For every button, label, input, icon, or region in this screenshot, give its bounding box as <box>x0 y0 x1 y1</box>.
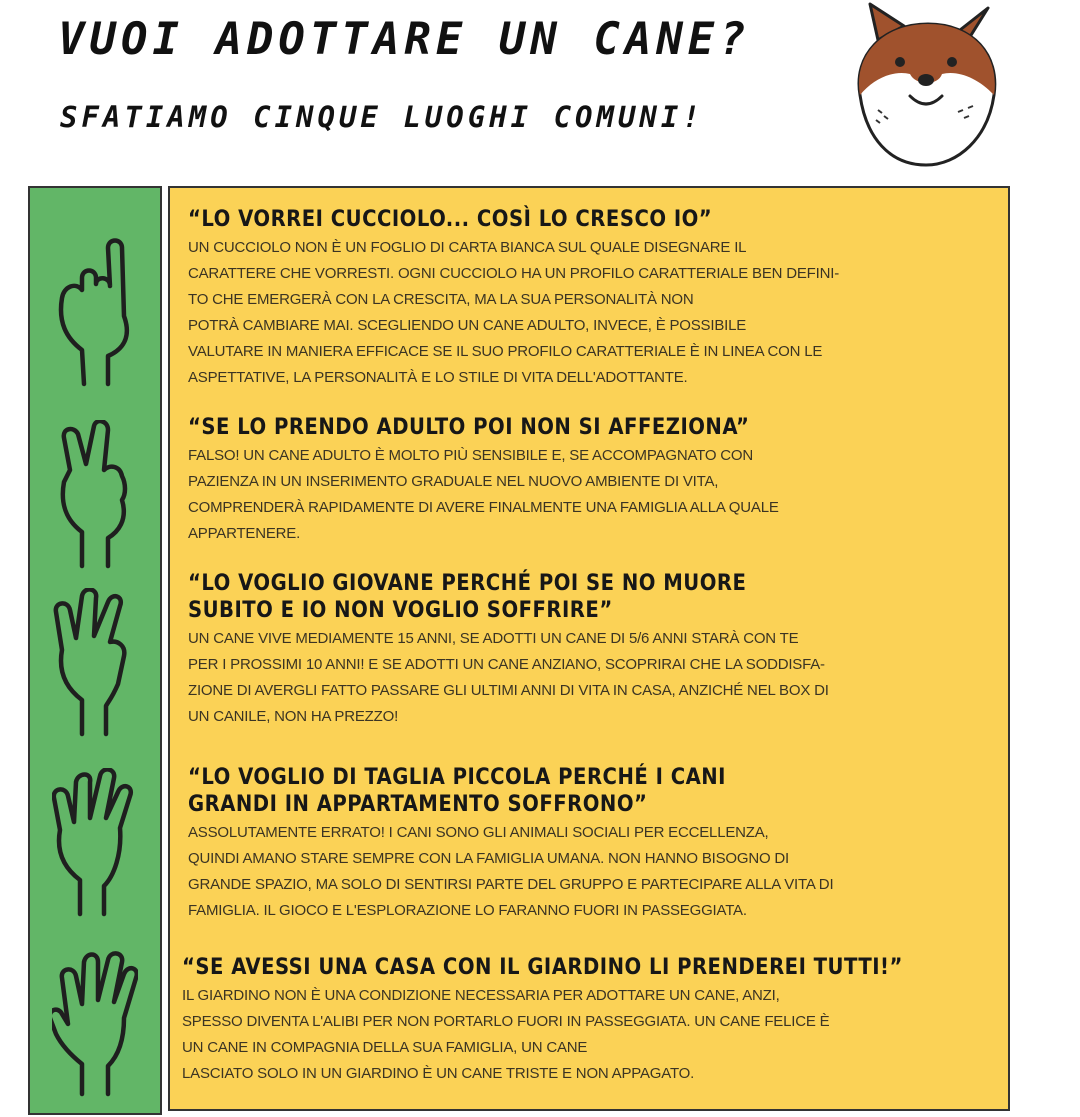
myth-heading: “LO VORREI CUCCIOLO... COSÌ LO CRESCO IO” <box>188 206 713 232</box>
myth-body <box>188 626 988 730</box>
page-title: VUOI ADOTTARE UN CANE? <box>58 14 751 65</box>
myth-body-line: ASSOLUTAMENTE ERRATO! I CANI SONO GLI ANIMALI SOCIALI PER ECCELLENZA, <box>188 824 769 841</box>
myth-body-line: UN CUCCIOLO NON È UN FOGLIO DI CARTA BIANCA SUL QUALE DISEGNARE IL <box>188 239 747 256</box>
myth-5 <box>182 954 982 1087</box>
myth-body-line: FALSO! UN CANE ADULTO È MOLTO PIÙ SENSIBILE E, SE ACCOMPAGNATO CON <box>188 447 753 464</box>
myth-heading: “LO VOGLIO DI TAGLIA PICCOLA PERCHÉ I CANI <box>188 764 726 790</box>
myth-body-line: CARATTERE CHE VORRESTI. OGNI CUCCIOLO HA UN PROFILO CARATTERIALE BEN DEFINI- <box>188 265 839 282</box>
myth-body-line: UN CANILE, NON HA PREZZO! <box>188 708 399 725</box>
three-fingers-hand-icon <box>52 588 138 738</box>
two-fingers-hand-icon <box>52 420 138 570</box>
page-subtitle: SFATIAMO CINQUE LUOGHI COMUNI! <box>60 100 704 134</box>
four-fingers-hand-icon <box>52 768 138 918</box>
myth-body <box>188 820 988 924</box>
myth-body <box>182 983 982 1087</box>
myth-3 <box>188 570 988 730</box>
myth-body-line: ASPETTATIVE, LA PERSONALITÀ E LO STILE DI VITA DELL'ADOTTANTE. <box>188 369 688 386</box>
dog-face-icon <box>838 0 1008 170</box>
myth-2 <box>188 414 988 547</box>
myth-body-line: PER I PROSSIMI 10 ANNI! E SE ADOTTI UN CANE ANZIANO, SCOPRIRAI CHE LA SODDISFA- <box>188 656 825 673</box>
myth-heading-line2: GRANDI IN APPARTAMENTO SOFFRONO” <box>188 791 648 817</box>
myth-1 <box>188 206 988 391</box>
myth-body-line: QUINDI AMANO STARE SEMPRE CON LA FAMIGLIA UMANA. NON HANNO BISOGNO DI <box>188 850 790 867</box>
myth-body-line: FAMIGLIA. IL GIOCO E L'ESPLORAZIONE LO FARANNO FUORI IN PASSEGGIATA. <box>188 902 747 919</box>
myth-body <box>188 235 988 391</box>
myth-body-line: IL GIARDINO NON È UNA CONDIZIONE NECESSARIA PER ADOTTARE UN CANE, ANZI, <box>182 987 780 1004</box>
myth-4 <box>188 764 988 924</box>
myth-heading: “SE LO PRENDO ADULTO POI NON SI AFFEZIONA” <box>188 414 750 440</box>
myth-body-line: ZIONE DI AVERGLI FATTO PASSARE GLI ULTIMI ANNI DI VITA IN CASA, ANZICHÉ NEL BOX DI <box>188 682 829 699</box>
myth-body-line: UN CANE IN COMPAGNIA DELLA SUA FAMIGLIA, UN CANE <box>182 1039 588 1056</box>
myth-heading-line2: SUBITO E IO NON VOGLIO SOFFRIRE” <box>188 597 613 623</box>
myths-panel <box>168 186 1010 1111</box>
hands-sidebar <box>28 186 162 1115</box>
myth-body-line: TO CHE EMERGERÀ CON LA CRESCITA, MA LA SUA PERSONALITÀ NON <box>188 291 694 308</box>
myth-body-line: VALUTARE IN MANIERA EFFICACE SE IL SUO PROFILO CARATTERIALE È IN LINEA CON LE <box>188 343 823 360</box>
myth-body <box>188 443 988 547</box>
myth-body-line: APPARTENERE. <box>188 525 301 542</box>
myth-body-line: COMPRENDERÀ RAPIDAMENTE DI AVERE FINALMENTE UNA FAMIGLIA ALLA QUALE <box>188 499 779 516</box>
one-finger-hand-icon <box>52 238 138 388</box>
myth-body-line: SPESSO DIVENTA L'ALIBI PER NON PORTARLO FUORI IN PASSEGGIATA. UN CANE FELICE È <box>182 1013 830 1030</box>
myth-heading: “LO VOGLIO GIOVANE PERCHÉ POI SE NO MUORE <box>188 570 747 596</box>
myth-heading: “SE AVESSI UNA CASA CON IL GIARDINO LI PRENDEREI TUTTI!” <box>182 954 903 980</box>
myth-body-line: GRANDE SPAZIO, MA SOLO DI SENTIRSI PARTE DEL GRUPPO E PARTECIPARE ALLA VITA DI <box>188 876 834 893</box>
myth-body-line: LASCIATO SOLO IN UN GIARDINO È UN CANE TRISTE E NON APPAGATO. <box>182 1065 695 1082</box>
myth-body-line: UN CANE VIVE MEDIAMENTE 15 ANNI, SE ADOTTI UN CANE DI 5/6 ANNI STARÀ CON TE <box>188 630 799 647</box>
myth-body-line: PAZIENZA IN UN INSERIMENTO GRADUALE NEL NUOVO AMBIENTE DI VITA, <box>188 473 719 490</box>
five-fingers-hand-icon <box>52 948 138 1098</box>
myth-body-line: POTRÀ CAMBIARE MAI. SCEGLIENDO UN CANE ADULTO, INVECE, È POSSIBILE <box>188 317 747 334</box>
